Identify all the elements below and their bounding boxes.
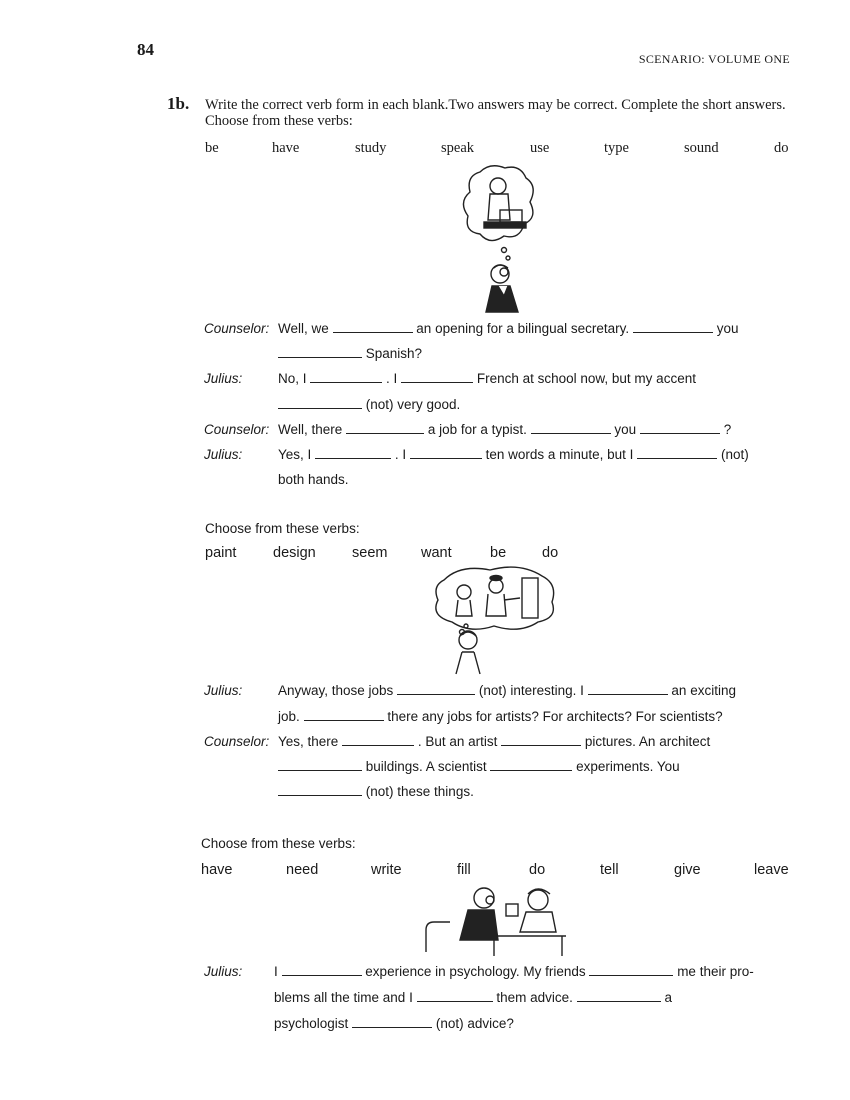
speaker-label: Counselor: [204, 422, 270, 437]
verb-option: seem [352, 545, 388, 561]
verb-option: write [371, 862, 402, 878]
verb-option: tell [600, 862, 619, 878]
speaker-label: Julius: [204, 683, 243, 698]
dialogue-line: job. there any jobs for artists? For architects? For scientists? [278, 709, 723, 724]
verb-option: have [201, 862, 233, 878]
exercise-number: 1b. [167, 94, 190, 113]
answer-blank[interactable] [640, 423, 720, 434]
answer-blank[interactable] [633, 322, 713, 333]
answer-blank[interactable] [589, 965, 673, 976]
dialogue-line: psychologist (not) advice? [274, 1016, 514, 1031]
answer-blank[interactable] [333, 322, 413, 333]
verb-option: type [604, 140, 629, 156]
dialogue-line: Well, there a job for a typist. you ? [278, 422, 732, 437]
answer-blank[interactable] [401, 372, 473, 383]
dialogue-line: both hands. [278, 472, 349, 487]
answer-blank[interactable] [410, 448, 482, 459]
answer-blank[interactable] [310, 372, 382, 383]
answer-blank[interactable] [501, 735, 581, 746]
illustration-typist-dream [460, 162, 540, 314]
answer-blank[interactable] [417, 991, 493, 1002]
answer-blank[interactable] [588, 684, 668, 695]
verb-option: give [674, 862, 701, 878]
exercise-instruction: Write the correct verb form in each blank.Two answers may be correct. Complete the short answers. Choose from these verbs: [205, 97, 786, 129]
dialogue-line: Spanish? [278, 346, 422, 361]
answer-blank[interactable] [346, 423, 424, 434]
answer-blank[interactable] [278, 398, 362, 409]
dialogue-line: Anyway, those jobs (not) interesting. I an exciting [278, 683, 736, 698]
speaker-label: Julius: [204, 371, 243, 386]
verb-option: design [273, 545, 316, 561]
verb-option: study [355, 140, 387, 156]
dialogue-line: (not) these things. [278, 784, 474, 799]
speaker-label: Counselor: [204, 321, 270, 336]
verb-option: leave [754, 862, 789, 878]
verb-option: speak [441, 140, 475, 156]
verb-option: do [774, 140, 789, 156]
dialogue-line: Yes, I . I ten words a minute, but I (not) [278, 447, 749, 462]
answer-blank[interactable] [278, 785, 362, 796]
speaker-label: Julius: [204, 447, 243, 462]
dialogue-line: blems all the time and I them advice. a [274, 990, 672, 1005]
dialogue-line: No, I . I French at school now, but my accent [278, 371, 696, 386]
verb-option: do [529, 862, 546, 878]
running-header: SCENARIO: VOLUME ONE [638, 52, 790, 66]
verb-option: sound [684, 140, 719, 156]
answer-blank[interactable] [352, 1017, 432, 1028]
verb-option: fill [457, 862, 471, 878]
answer-blank[interactable] [490, 760, 572, 771]
answer-blank[interactable] [315, 448, 391, 459]
answer-blank[interactable] [278, 347, 362, 358]
verb-option: want [421, 545, 452, 561]
verb-option: do [542, 545, 559, 561]
answer-blank[interactable] [282, 965, 362, 976]
dialogue-line: I experience in psychology. My friends me their pro- [274, 964, 754, 979]
answer-blank[interactable] [278, 760, 362, 771]
answer-blank[interactable] [637, 448, 717, 459]
verb-option: need [286, 862, 319, 878]
answer-blank[interactable] [304, 710, 384, 721]
illustration-artist-dream [430, 562, 560, 680]
verb-option: have [272, 140, 300, 156]
verb-option: paint [205, 545, 237, 561]
illustration-psychologist-desk [420, 878, 570, 958]
answer-blank[interactable] [397, 684, 475, 695]
section-heading: Choose from these verbs: [205, 521, 360, 536]
verb-option: use [530, 140, 550, 156]
speaker-label: Julius: [204, 964, 243, 979]
page-number: 84 [137, 40, 154, 59]
dialogue-line: buildings. A scientist experiments. You [278, 759, 680, 774]
dialogue-line: (not) very good. [278, 397, 460, 412]
dialogue-line: Yes, there . But an artist pictures. An architect [278, 734, 711, 749]
verb-option: be [205, 140, 219, 156]
verb-option: be [490, 545, 507, 561]
answer-blank[interactable] [342, 735, 414, 746]
dialogue-line: Well, we an opening for a bilingual secretary. you [278, 321, 739, 336]
speaker-label: Counselor: [204, 734, 270, 749]
section-heading: Choose from these verbs: [201, 836, 356, 851]
answer-blank[interactable] [577, 991, 661, 1002]
answer-blank[interactable] [531, 423, 611, 434]
